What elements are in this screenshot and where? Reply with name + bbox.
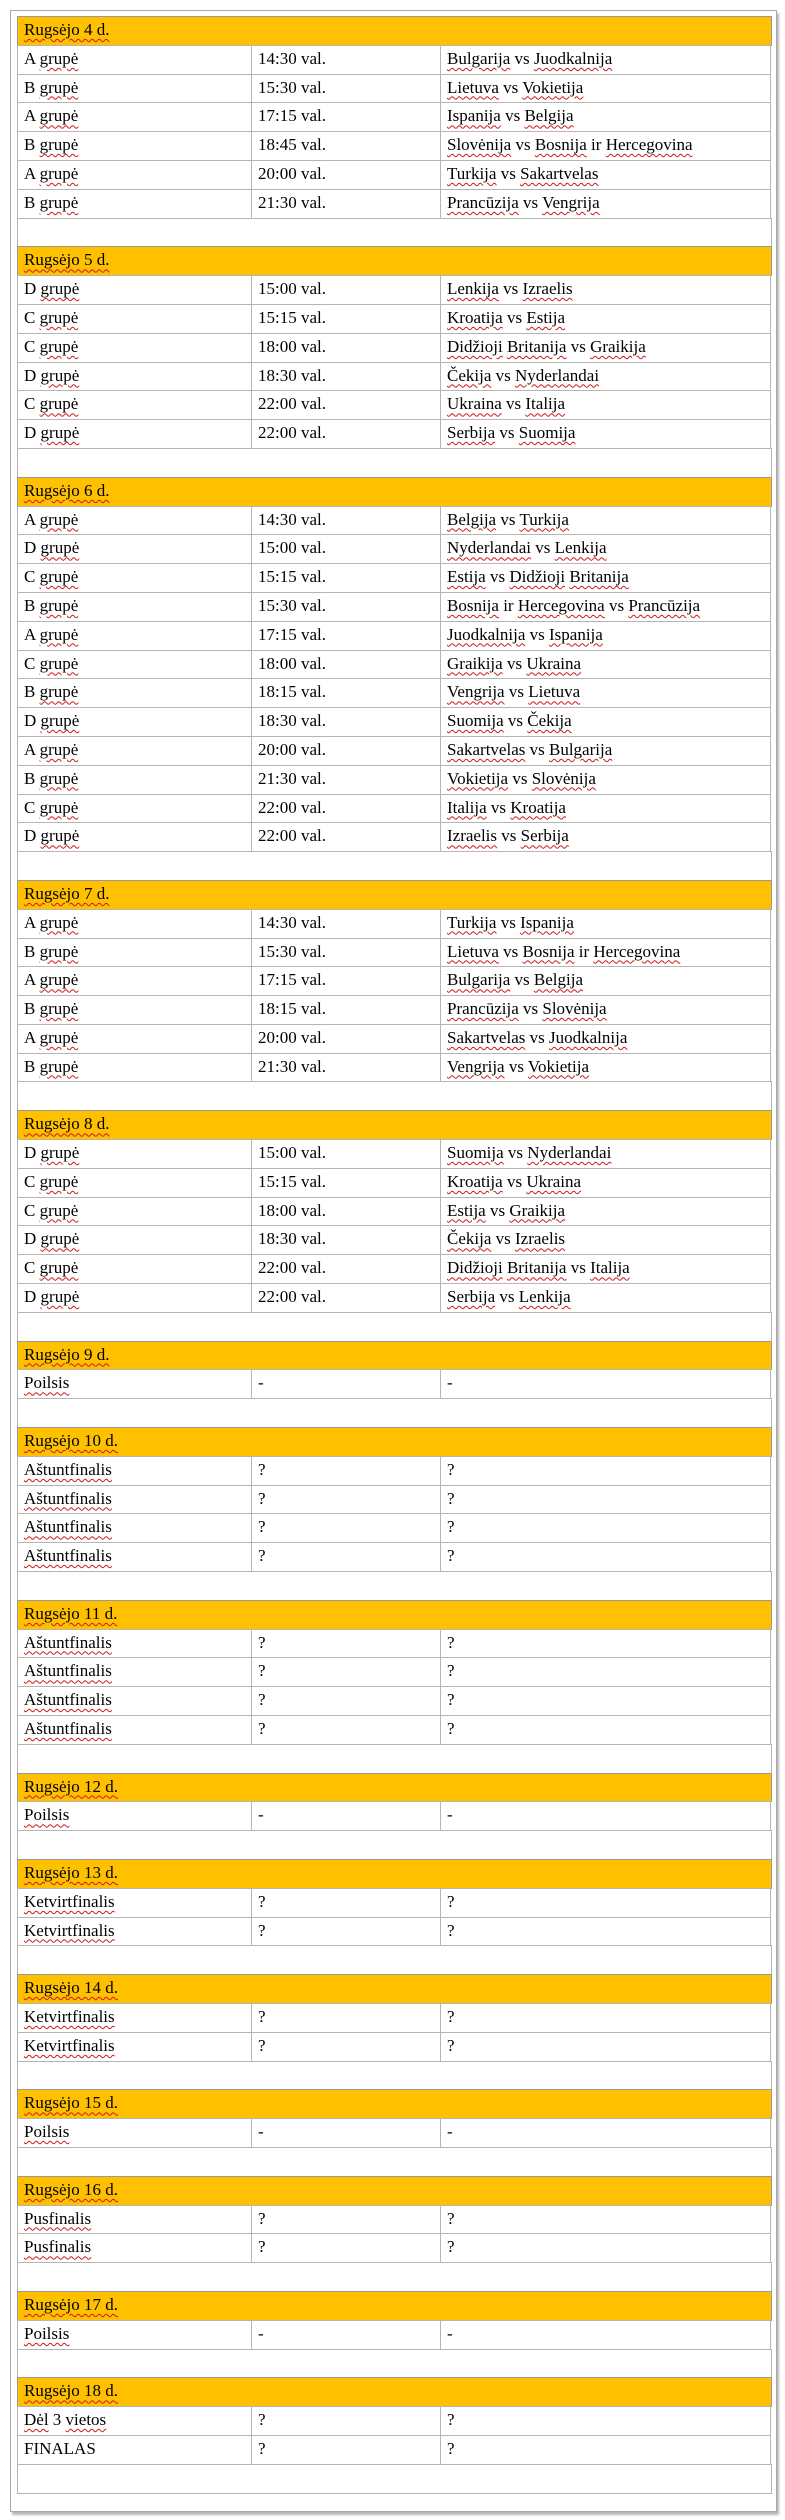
match-cell: Estija vs Graikija [440,1197,771,1227]
time-cell: ? [251,1686,441,1716]
blank-row [17,1082,772,1111]
match-cell: Serbija vs Suomija [440,419,771,449]
time-cell: ? [251,1715,441,1745]
time-cell: 18:30 val. [251,362,441,392]
match-cell: Belgija vs Turkija [440,506,771,536]
group-cell: C grupė [17,390,252,420]
table-row [17,1630,772,1659]
table-row [17,161,772,190]
table-row [17,823,772,852]
group-cell: B grupė [17,592,252,622]
group-cell: Aštuntfinalis [17,1485,252,1515]
time-cell: 15:15 val. [251,304,441,334]
match-cell: Nyderlandai vs Lenkija [440,534,771,564]
match-cell: ? [440,1485,771,1515]
group-cell: D grupė [17,419,252,449]
group-cell: D grupė [17,1283,252,1313]
match-cell: Suomija vs Čekija [440,707,771,737]
time-cell: 22:00 val. [251,390,441,420]
time-cell: - [251,1369,441,1399]
day-header-row [17,2292,772,2321]
blank-cell [17,448,772,478]
schedule-document [10,10,777,2512]
group-cell: Aštuntfinalis [17,1629,252,1659]
match-cell: Čekija vs Nyderlandai [440,362,771,392]
match-cell: Sakartvelas vs Juodkalnija [440,1024,771,1054]
match-cell: Vengrija vs Lietuva [440,678,771,708]
time-cell: ? [251,1542,441,1572]
blank-row [17,1946,772,1975]
group-cell: B grupė [17,131,252,161]
group-cell: A grupė [17,1024,252,1054]
time-cell: 21:30 val. [251,1053,441,1083]
day-header: Rugsėjo 14 d. [17,1974,772,2004]
match-cell: Vengrija vs Vokietija [440,1053,771,1083]
table-row [17,420,772,449]
group-cell: C grupė [17,1254,252,1284]
time-cell: ? [251,2233,441,2263]
table-row [17,535,772,564]
table-row [17,1370,772,1399]
time-cell: 17:15 val. [251,621,441,651]
blank-cell [17,1945,772,1975]
time-cell: 15:00 val. [251,534,441,564]
day-header-row [17,2177,772,2206]
day-header: Rugsėjo 4 d. [17,16,772,46]
match-cell: Lenkija vs Izraelis [440,275,771,305]
day-header-row [17,1342,772,1371]
table-row [17,1802,772,1831]
blank-cell [17,1398,772,1428]
match-cell: Vokietija vs Slovėnija [440,765,771,795]
group-cell: Aštuntfinalis [17,1513,252,1543]
blank-cell [17,218,772,248]
group-cell: A grupė [17,45,252,75]
group-cell: D grupė [17,1225,252,1255]
group-cell: Ketvirtfinalis [17,2003,252,2033]
match-cell: Ispanija vs Belgija [440,102,771,132]
day-header: Rugsėjo 17 d. [17,2291,772,2321]
time-cell: ? [251,1917,441,1947]
blank-row [17,449,772,478]
group-cell: C grupė [17,1197,252,1227]
blank-cell [17,2464,772,2494]
match-cell: Graikija vs Ukraina [440,650,771,680]
group-cell: Aštuntfinalis [17,1542,252,1572]
time-cell: ? [251,2003,441,2033]
blank-cell [17,2349,772,2379]
table-row [17,1889,772,1918]
table-row [17,737,772,766]
group-cell: A grupė [17,621,252,651]
table-row [17,305,772,334]
time-cell: 15:30 val. [251,74,441,104]
blank-cell [17,1312,772,1342]
time-cell: 18:30 val. [251,707,441,737]
match-cell: Bulgarija vs Juodkalnija [440,45,771,75]
time-cell: ? [251,2032,441,2062]
day-header: Rugsėjo 10 d. [17,1427,772,1457]
day-header-row [17,1111,772,1140]
day-header: Rugsėjo 8 d. [17,1110,772,1140]
time-cell: - [251,2118,441,2148]
time-cell: - [251,1801,441,1831]
group-cell: A grupė [17,736,252,766]
table-row [17,132,772,161]
group-cell: C grupė [17,333,252,363]
blank-row [17,219,772,248]
day-header: Rugsėjo 5 d. [17,246,772,276]
match-cell: Italija vs Kroatija [440,794,771,824]
time-cell: 18:15 val. [251,995,441,1025]
time-cell: 22:00 val. [251,822,441,852]
blank-row [17,2062,772,2091]
group-cell: D grupė [17,707,252,737]
match-cell: ? [440,1657,771,1687]
table-row [17,190,772,219]
group-cell: C grupė [17,1168,252,1198]
match-cell: Turkija vs Ispanija [440,909,771,939]
time-cell: 14:30 val. [251,45,441,75]
group-cell: Poilsis [17,1801,252,1831]
match-cell: ? [440,1542,771,1572]
table-row [17,1226,772,1255]
blank-row [17,1313,772,1342]
group-cell: A grupė [17,102,252,132]
group-cell: B grupė [17,678,252,708]
table-row [17,967,772,996]
time-cell: ? [251,1485,441,1515]
time-cell: 17:15 val. [251,966,441,996]
blank-row [17,1399,772,1428]
day-header-row [17,247,772,276]
match-cell: ? [440,1715,771,1745]
time-cell: 18:00 val. [251,333,441,363]
group-cell: Ketvirtfinalis [17,2032,252,2062]
match-cell: ? [440,2233,771,2263]
day-header: Rugsėjo 16 d. [17,2176,772,2206]
group-cell: B grupė [17,995,252,1025]
time-cell: 15:00 val. [251,275,441,305]
group-cell: B grupė [17,74,252,104]
blank-cell [17,2147,772,2177]
table-row [17,46,772,75]
day-header: Rugsėjo 12 d. [17,1773,772,1803]
time-cell: 22:00 val. [251,1254,441,1284]
time-cell: 15:30 val. [251,592,441,622]
table-row [17,1198,772,1227]
table-row [17,622,772,651]
match-cell: Didžioji Britanija vs Graikija [440,333,771,363]
time-cell: 20:00 val. [251,736,441,766]
time-cell: ? [251,2205,441,2235]
match-cell: - [440,2320,771,2350]
time-cell: 15:15 val. [251,1168,441,1198]
match-cell: Lietuva vs Bosnija ir Hercegovina [440,938,771,968]
time-cell: 18:00 val. [251,1197,441,1227]
day-header: Rugsėjo 7 d. [17,880,772,910]
group-cell: D grupė [17,534,252,564]
match-cell: Juodkalnija vs Ispanija [440,621,771,651]
match-cell: ? [440,1917,771,1947]
blank-cell [17,2061,772,2091]
blank-row [17,2465,772,2494]
day-header-row [17,1428,772,1457]
table-row [17,363,772,392]
group-cell: C grupė [17,650,252,680]
blank-row [17,1745,772,1774]
group-cell: Pusfinalis [17,2233,252,2263]
table-row [17,2119,772,2148]
group-cell: Aštuntfinalis [17,1715,252,1745]
schedule-table [17,17,772,2494]
day-header-row [17,2378,772,2407]
time-cell: ? [251,1629,441,1659]
group-cell: Ketvirtfinalis [17,1888,252,1918]
group-cell: A grupė [17,506,252,536]
time-cell: - [251,2320,441,2350]
match-cell: ? [440,1513,771,1543]
blank-cell [17,1081,772,1111]
day-header: Rugsėjo 18 d. [17,2377,772,2407]
time-cell: 18:15 val. [251,678,441,708]
time-cell: 14:30 val. [251,909,441,939]
blank-row [17,2350,772,2379]
time-cell: 18:45 val. [251,131,441,161]
match-cell: ? [440,2032,771,2062]
time-cell: 22:00 val. [251,794,441,824]
table-row [17,1687,772,1716]
match-cell: Estija vs Didžioji Britanija [440,563,771,593]
table-row [17,996,772,1025]
table-row [17,1543,772,1572]
blank-cell [17,1830,772,1860]
table-row [17,1255,772,1284]
time-cell: 17:15 val. [251,102,441,132]
table-row [17,75,772,104]
table-row [17,593,772,622]
time-cell: ? [251,2435,441,2465]
table-row [17,1140,772,1169]
match-cell: Izraelis vs Serbija [440,822,771,852]
table-row [17,1025,772,1054]
match-cell: ? [440,2406,771,2436]
table-row [17,651,772,680]
table-row [17,2234,772,2263]
match-cell: - [440,1801,771,1831]
match-cell: Didžioji Britanija vs Italija [440,1254,771,1284]
group-cell: D grupė [17,362,252,392]
time-cell: 20:00 val. [251,1024,441,1054]
match-cell: - [440,1369,771,1399]
time-cell: 15:00 val. [251,1139,441,1169]
blank-cell [17,2262,772,2292]
group-cell: C grupė [17,563,252,593]
table-row [17,564,772,593]
blank-cell [17,1744,772,1774]
time-cell: 21:30 val. [251,189,441,219]
group-cell: D grupė [17,822,252,852]
time-cell: 15:30 val. [251,938,441,968]
day-header: Rugsėjo 9 d. [17,1341,772,1371]
match-cell: ? [440,2435,771,2465]
time-cell: ? [251,1456,441,1486]
blank-row [17,1831,772,1860]
table-row [17,2407,772,2436]
day-header: Rugsėjo 6 d. [17,477,772,507]
time-cell: 22:00 val. [251,419,441,449]
table-row [17,766,772,795]
group-cell: Aštuntfinalis [17,1657,252,1687]
match-cell: ? [440,1888,771,1918]
table-row [17,1514,772,1543]
blank-cell [17,851,772,881]
group-cell: Poilsis [17,2320,252,2350]
table-row [17,507,772,536]
table-row [17,1457,772,1486]
time-cell: ? [251,1657,441,1687]
blank-row [17,852,772,881]
table-row [17,1716,772,1745]
day-header-row [17,17,772,46]
table-row [17,1054,772,1083]
table-row [17,2033,772,2062]
group-cell: Aštuntfinalis [17,1456,252,1486]
blank-row [17,2148,772,2177]
time-cell: ? [251,1888,441,1918]
day-header-row [17,1860,772,1889]
group-cell: Dėl 3 vietos [17,2406,252,2436]
group-cell: A grupė [17,966,252,996]
table-row [17,795,772,824]
match-cell: Prancūzija vs Vengrija [440,189,771,219]
table-row [17,2004,772,2033]
match-cell: Kroatija vs Estija [440,304,771,334]
time-cell: 22:00 val. [251,1283,441,1313]
group-cell: B grupė [17,765,252,795]
blank-row [17,1572,772,1601]
time-cell: 18:30 val. [251,1225,441,1255]
day-header: Rugsėjo 13 d. [17,1859,772,1889]
table-row [17,2321,772,2350]
time-cell: 20:00 val. [251,160,441,190]
table-row [17,679,772,708]
group-cell: Ketvirtfinalis [17,1917,252,1947]
table-row [17,939,772,968]
time-cell: 21:30 val. [251,765,441,795]
match-cell: ? [440,2205,771,2235]
table-row [17,276,772,305]
match-cell: Ukraina vs Italija [440,390,771,420]
match-cell: Bulgarija vs Belgija [440,966,771,996]
table-row [17,1486,772,1515]
table-row [17,1918,772,1947]
day-header-row [17,1601,772,1630]
day-header: Rugsėjo 11 d. [17,1600,772,1630]
table-row [17,2206,772,2235]
group-cell: D grupė [17,1139,252,1169]
day-header-row [17,1975,772,2004]
time-cell: 15:15 val. [251,563,441,593]
table-row [17,910,772,939]
match-cell: Serbija vs Lenkija [440,1283,771,1313]
day-header: Rugsėjo 15 d. [17,2089,772,2119]
match-cell: ? [440,2003,771,2033]
match-cell: Prancūzija vs Slovėnija [440,995,771,1025]
day-header-row [17,478,772,507]
time-cell: 18:00 val. [251,650,441,680]
match-cell: Lietuva vs Vokietija [440,74,771,104]
match-cell: ? [440,1629,771,1659]
group-cell: Poilsis [17,2118,252,2148]
blank-cell [17,1571,772,1601]
group-cell: C grupė [17,794,252,824]
blank-row [17,2263,772,2292]
day-header-row [17,2090,772,2119]
table-row [17,391,772,420]
group-cell: D grupė [17,275,252,305]
match-cell: Kroatija vs Ukraina [440,1168,771,1198]
table-row [17,1658,772,1687]
group-cell: Pusfinalis [17,2205,252,2235]
match-cell: Slovėnija vs Bosnija ir Hercegovina [440,131,771,161]
day-header-row [17,1774,772,1803]
group-cell: A grupė [17,160,252,190]
group-cell: Aštuntfinalis [17,1686,252,1716]
table-row [17,103,772,132]
group-cell: Poilsis [17,1369,252,1399]
match-cell: ? [440,1456,771,1486]
group-cell: A grupė [17,909,252,939]
table-row [17,708,772,737]
group-cell: B grupė [17,938,252,968]
table-row [17,334,772,363]
table-row [17,1169,772,1198]
group-cell: FINALAS [17,2435,252,2465]
time-cell: 14:30 val. [251,506,441,536]
match-cell: Sakartvelas vs Bulgarija [440,736,771,766]
match-cell: Suomija vs Nyderlandai [440,1139,771,1169]
group-cell: B grupė [17,1053,252,1083]
match-cell: Turkija vs Sakartvelas [440,160,771,190]
match-cell: ? [440,1686,771,1716]
match-cell: Bosnija ir Hercegovina vs Prancūzija [440,592,771,622]
table-row [17,1284,772,1313]
group-cell: C grupė [17,304,252,334]
time-cell: ? [251,1513,441,1543]
match-cell: - [440,2118,771,2148]
day-header-row [17,881,772,910]
group-cell: B grupė [17,189,252,219]
match-cell: Čekija vs Izraelis [440,1225,771,1255]
table-row [17,2436,772,2465]
time-cell: ? [251,2406,441,2436]
